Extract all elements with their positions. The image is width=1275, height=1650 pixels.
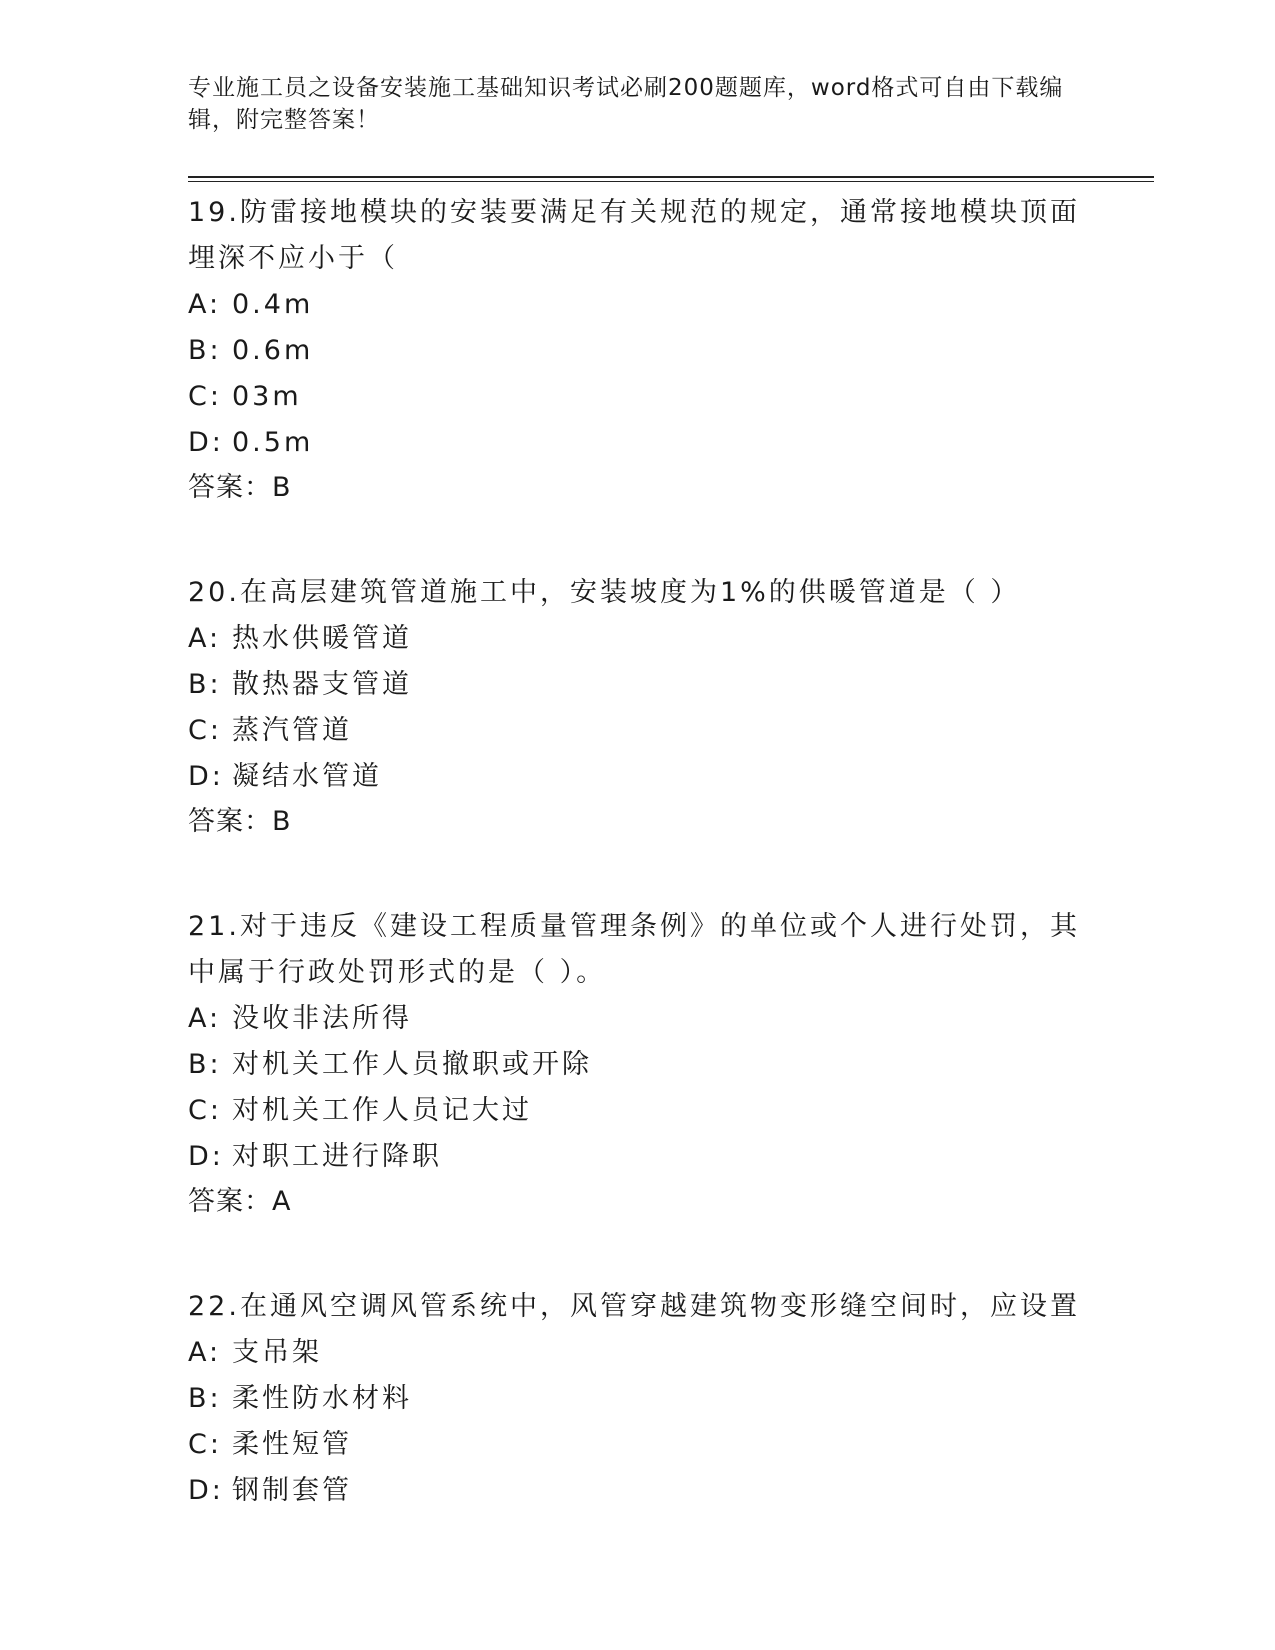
option-c [188,1422,1088,1468]
question-22 [188,1282,1088,1514]
option-text: 0.4m [232,289,314,320]
option-text: 对机关工作人员撤职或开除 [232,1049,592,1080]
option-text: 03m [232,381,302,412]
option-a [188,616,1088,662]
answer-line: 答案：A [188,1186,292,1217]
header-divider-thin [188,181,1154,182]
option-c [188,708,1088,754]
option-letter: A: [188,623,222,654]
option-b [188,328,1088,374]
option-letter: C: [188,1429,222,1460]
option-d [188,1134,1088,1180]
answer-line: 答案：B [188,806,292,837]
question-stem: 19.防雷接地模块的安装要满足有关规范的规定，通常接地模块顶面埋深不应小于（ [188,197,1080,274]
option-a [188,1330,1088,1376]
option-letter: C: [188,715,222,746]
question-list [188,188,1088,1572]
header-divider-thick [188,176,1154,178]
question-stem: 22.在通风空调风管系统中，风管穿越建筑物变形缝空间时，应设置 [188,1291,1080,1322]
option-a [188,282,1088,328]
question-19 [188,188,1088,510]
option-a [188,996,1088,1042]
option-letter: A: [188,289,222,320]
option-text: 没收非法所得 [232,1003,412,1034]
option-letter: D: [188,1475,224,1506]
option-text: 对机关工作人员记大过 [232,1095,532,1126]
option-text: 柔性短管 [232,1429,352,1460]
option-letter: B: [188,335,222,366]
option-text: 0.5m [232,427,314,458]
question-stem: 21.对于违反《建设工程质量管理条例》的单位或个人进行处罚，其中属于行政处罚形式的是（ ）。 [188,911,1080,988]
option-letter: B: [188,1383,222,1414]
answer-line: 答案：B [188,472,292,503]
option-c [188,1088,1088,1134]
option-letter: B: [188,1049,222,1080]
option-text: 凝结水管道 [232,761,382,792]
option-text: 钢制套管 [232,1475,352,1506]
option-text: 柔性防水材料 [232,1383,412,1414]
option-letter: D: [188,761,224,792]
option-text: 对职工进行降职 [232,1141,442,1172]
option-b [188,1042,1088,1088]
option-letter: B: [188,669,222,700]
option-c [188,374,1088,420]
option-text: 散热器支管道 [232,669,412,700]
question-21 [188,902,1088,1224]
option-text: 蒸汽管道 [232,715,352,746]
option-text: 热水供暖管道 [232,623,412,654]
option-text: 0.6m [232,335,314,366]
option-letter: C: [188,381,222,412]
option-letter: D: [188,427,224,458]
option-b [188,662,1088,708]
option-d [188,754,1088,800]
option-letter: A: [188,1337,222,1368]
question-stem: 20.在高层建筑管道施工中，安装坡度为1%的供暖管道是（ ） [188,577,1021,608]
option-letter: D: [188,1141,224,1172]
question-20 [188,568,1088,844]
option-letter: A: [188,1003,222,1034]
option-text: 支吊架 [232,1337,322,1368]
option-d [188,1468,1088,1514]
option-d [188,420,1088,466]
option-b [188,1376,1088,1422]
document-header: 专业施工员之设备安装施工基础知识考试必刷200题题库，word格式可自由下载编辑，附完整答案！ [188,75,1064,133]
option-letter: C: [188,1095,222,1126]
